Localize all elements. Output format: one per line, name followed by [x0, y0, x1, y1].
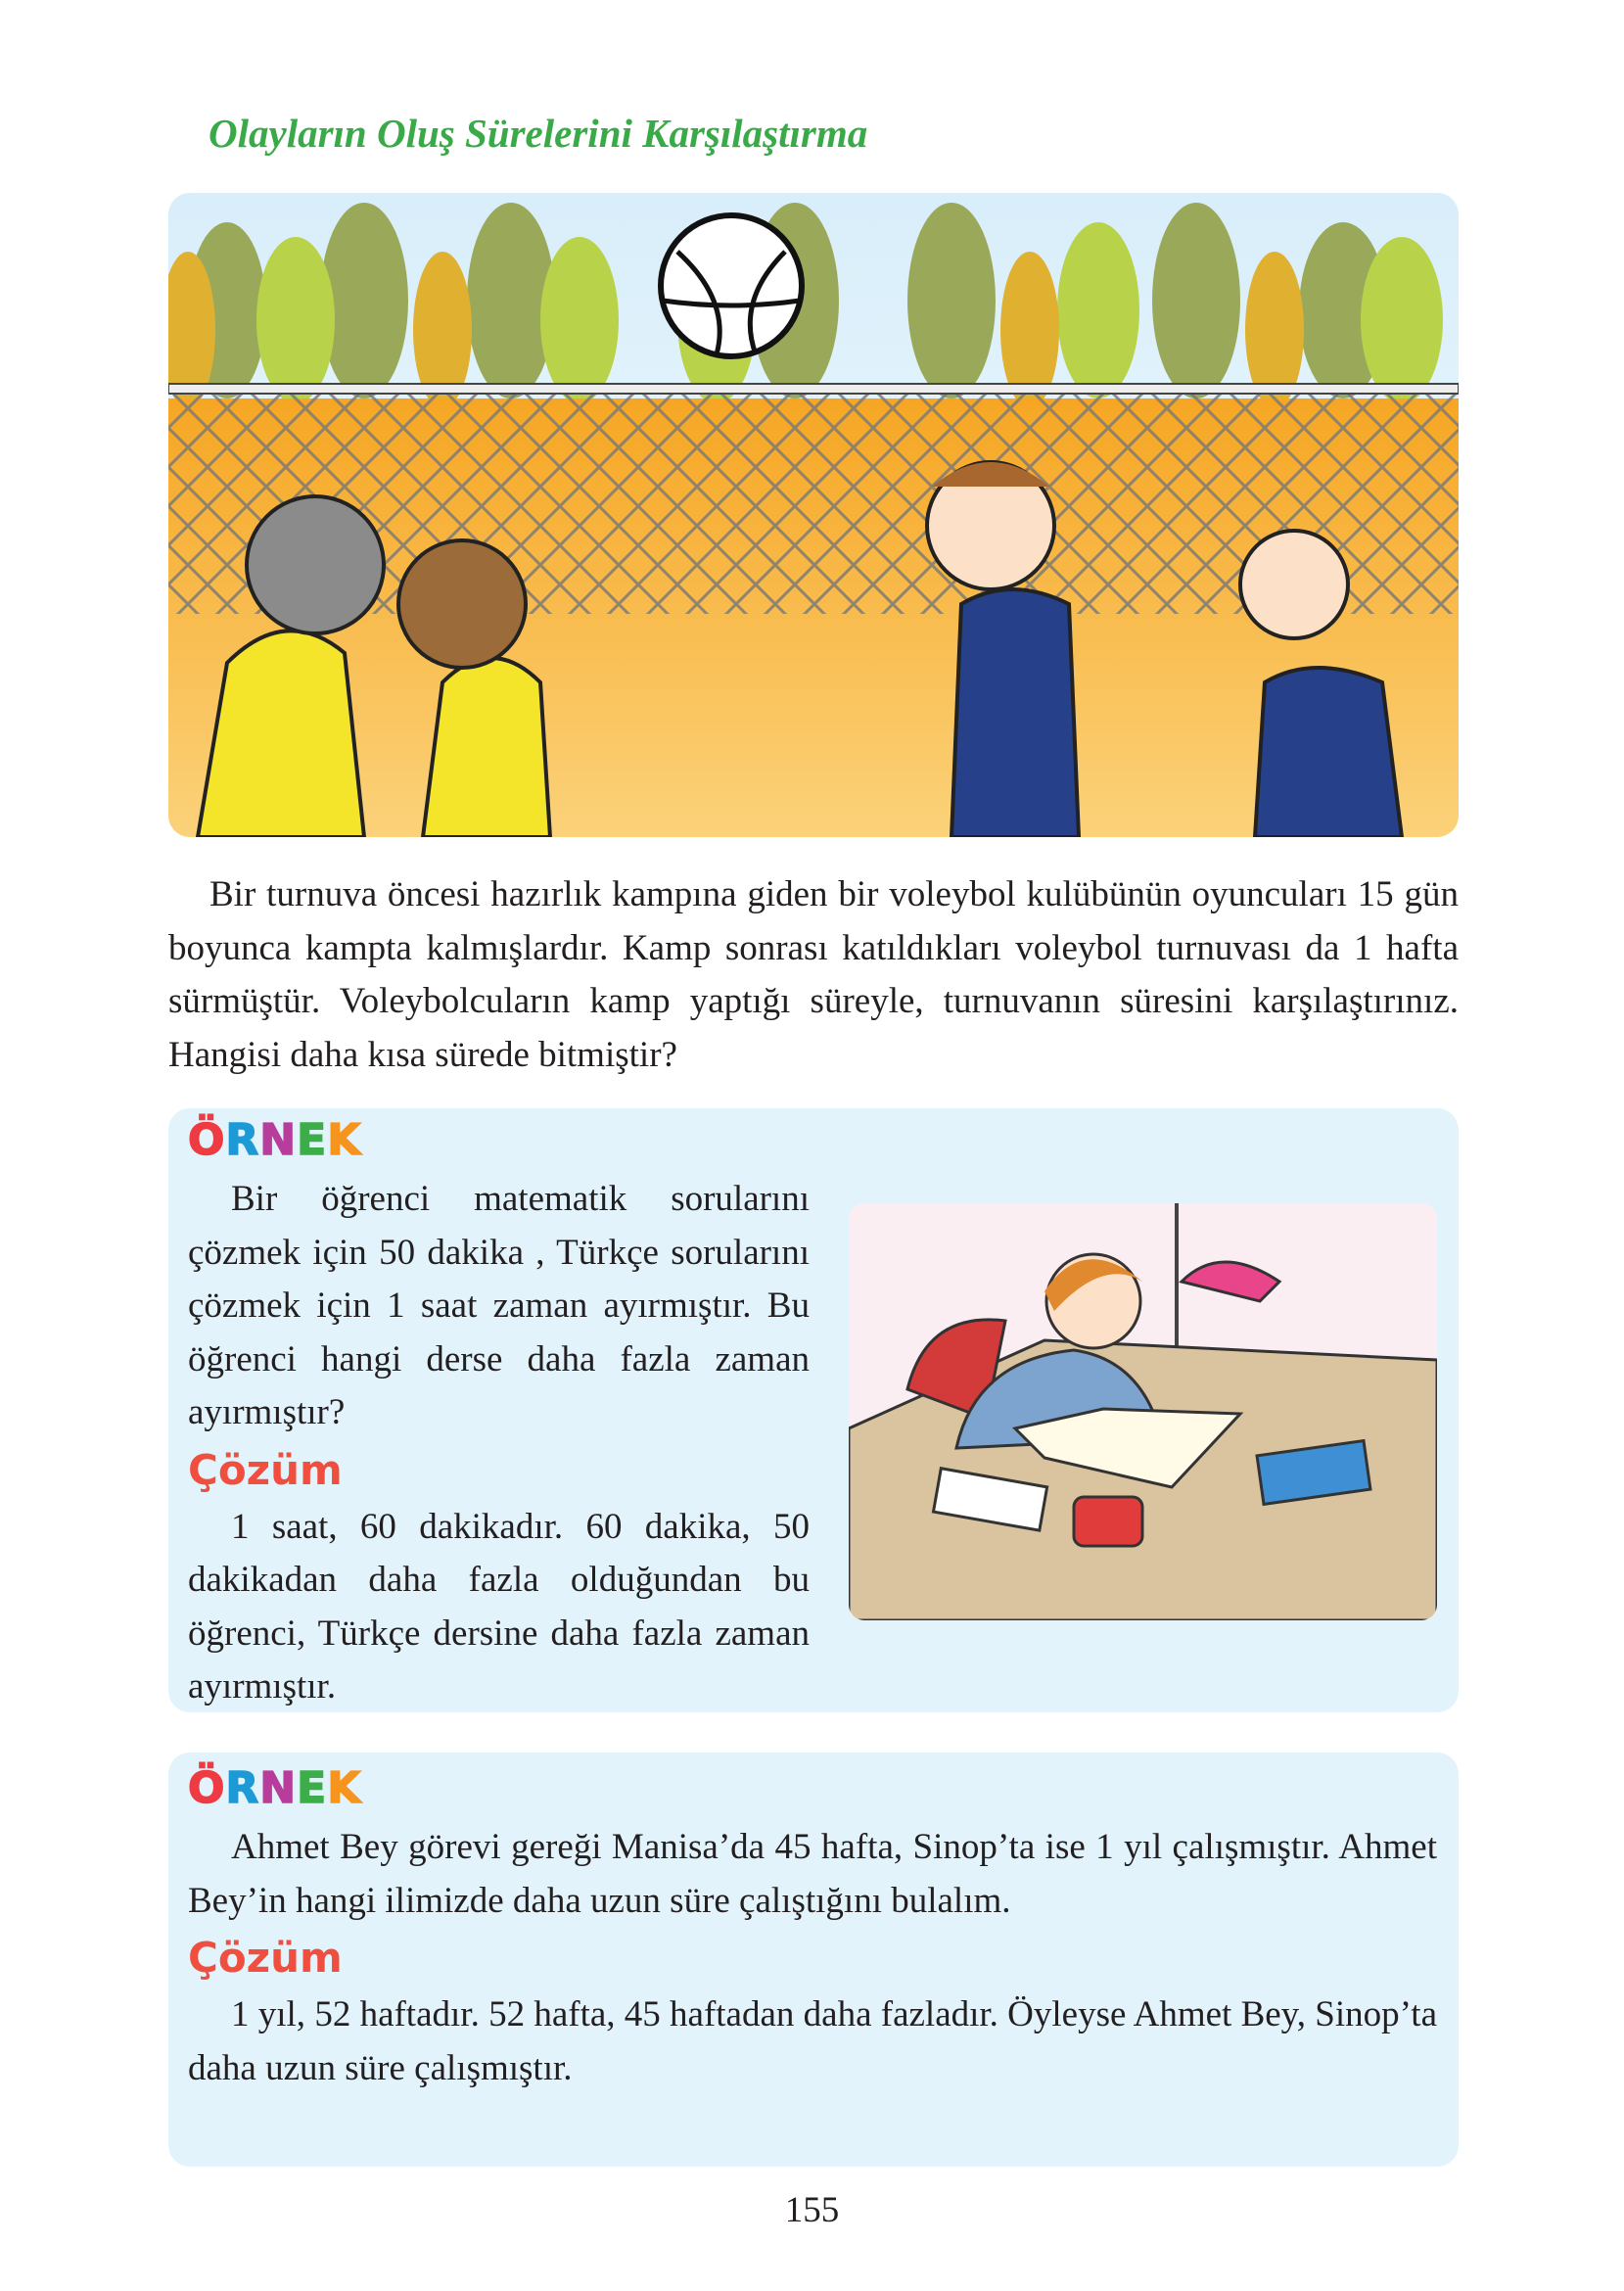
volleyball-icon — [661, 215, 802, 356]
example-box-2 — [168, 1753, 1459, 2167]
ornek-letter: K — [327, 1763, 362, 1813]
ornek-heading — [188, 1756, 1437, 1821]
example-question: Ahmet Bey görevi gereği Manisa’da 45 hafta, Sinop’ta ise 1 yıl çalışmıştır. Ahmet Bey’in hangi ilimizde daha uzun süre çalıştığını bulalım. — [188, 1827, 1437, 1921]
page-number: 155 — [784, 2190, 840, 2230]
intro-paragraph: Bir turnuva öncesi hazırlık kampına giden bir voleybol kulübünün oyuncuları 15 gün boyunca kampta kalmışlardır. Kamp sonrası katıldıkları voleybol turnuvası da 1 hafta sürmüştür. Voleybolcuların kamp yaptığı süreyle, turnuvanın süresini karşılaştırınız. Hangisi daha kısa sürede bitmiştir? — [168, 874, 1459, 1075]
ornek-letter: E — [297, 1763, 328, 1813]
ornek-letter: N — [259, 1115, 298, 1165]
example-box-1 — [168, 1108, 1459, 1712]
volleyball-illustration — [168, 193, 1459, 837]
example-solution: 1 saat, 60 dakikadır. 60 dakika, 50 dakikadan daha fazla olduğundan bu öğrenci, Türkçe dersine daha fazla zaman ayırmıştır. — [188, 1506, 810, 1707]
ornek-letter: Ö — [188, 1115, 226, 1165]
ornek-letter: Ö — [188, 1763, 226, 1813]
ornek-letter: R — [225, 1763, 260, 1813]
ornek-letter: E — [297, 1115, 328, 1165]
ornek-letter: K — [327, 1115, 362, 1165]
ornek-heading — [188, 1108, 1437, 1173]
solution-heading: Çözüm — [188, 1445, 343, 1494]
ornek-letter: N — [259, 1763, 298, 1813]
example-question: Bir öğrenci matematik sorularını çözmek için 50 dakika , Türkçe sorularını çözmek için 1 saat zaman ayırmıştır. Bu öğrenci hangi derse daha fazla zaman ayırmıştır? — [188, 1179, 810, 1432]
section-title: Olayların Oluş Sürelerini Karşılaştırma — [209, 111, 868, 156]
solution-heading: Çözüm — [188, 1934, 343, 1982]
example-solution: 1 yıl, 52 haftadır. 52 hafta, 45 haftadan daha fazladır. Öyleyse Ahmet Bey, Sinop’ta daha uzun süre çalışmıştır. — [188, 1994, 1437, 2088]
ornek-letter: R — [225, 1115, 260, 1165]
student-studying-illustration — [849, 1203, 1437, 1620]
